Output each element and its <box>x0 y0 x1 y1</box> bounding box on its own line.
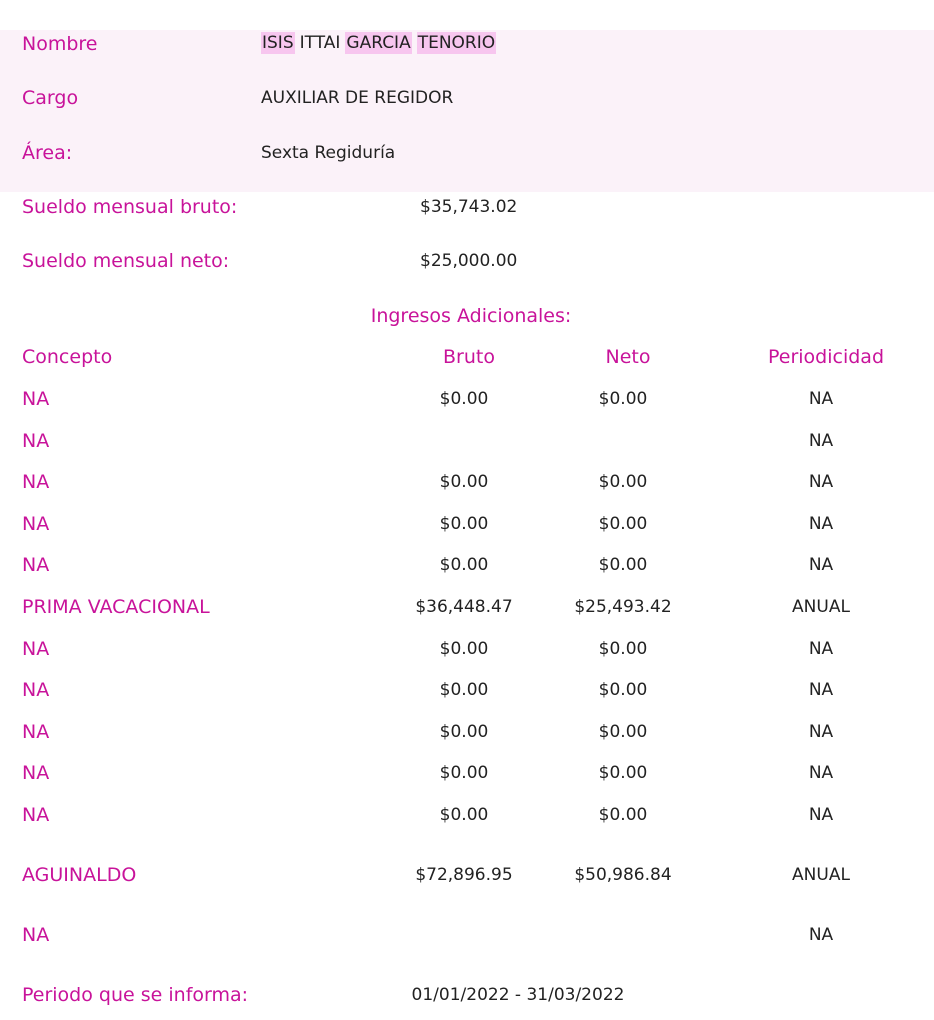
row-neto: $25,493.42 <box>574 597 672 617</box>
row-neto: $0.00 <box>598 389 648 409</box>
sueldo-neto-value: $25,000.00 <box>420 251 518 271</box>
row-neto: $0.00 <box>598 514 648 534</box>
row-neto: $0.00 <box>598 639 648 659</box>
row-concepto: NA <box>22 924 50 946</box>
row-periodicidad: NA <box>808 555 834 575</box>
area-label: Área: <box>22 142 73 164</box>
row-bruto: $0.00 <box>439 763 489 783</box>
row-neto: $0.00 <box>598 805 648 825</box>
row-bruto: $0.00 <box>439 514 489 534</box>
row-periodicidad: NA <box>808 639 834 659</box>
row-bruto: $0.00 <box>439 805 489 825</box>
name-part-3: GARCIA <box>346 33 411 53</box>
row-periodicidad: NA <box>808 925 834 945</box>
ingresos-title: Ingresos Adicionales: <box>370 305 572 327</box>
row-neto: $0.00 <box>598 722 648 742</box>
row-neto: $0.00 <box>598 763 648 783</box>
row-periodicidad: NA <box>808 514 834 534</box>
row-concepto: NA <box>22 721 50 743</box>
row-periodicidad: NA <box>808 722 834 742</box>
row-concepto: AGUINALDO <box>22 864 137 886</box>
row-bruto: $0.00 <box>439 639 489 659</box>
name-part-1: ISIS <box>262 33 294 53</box>
periodo-value: 01/01/2022 - 31/03/2022 <box>411 985 625 1005</box>
row-bruto: $36,448.47 <box>415 597 513 617</box>
row-periodicidad: NA <box>808 431 834 451</box>
sueldo-neto-label: Sueldo mensual neto: <box>22 250 230 272</box>
cargo-value: AUXILIAR DE REGIDOR <box>261 88 454 108</box>
col-bruto-header: Bruto <box>443 346 495 368</box>
row-concepto: NA <box>22 554 50 576</box>
periodo-label: Periodo que se informa: <box>22 984 249 1006</box>
nombre-label: Nombre <box>22 33 98 55</box>
name-part-2: ITTAI <box>299 33 341 53</box>
row-periodicidad: ANUAL <box>792 865 850 885</box>
row-neto: $0.00 <box>598 555 648 575</box>
row-concepto: NA <box>22 638 50 660</box>
employee-header <box>0 30 934 192</box>
row-bruto: $0.00 <box>439 680 489 700</box>
row-bruto: $0.00 <box>439 555 489 575</box>
col-periodicidad-header: Periodicidad <box>767 346 885 368</box>
row-neto: $50,986.84 <box>574 865 672 885</box>
name-part-4: TENORIO <box>417 33 496 53</box>
row-bruto: $0.00 <box>439 722 489 742</box>
row-concepto: NA <box>22 513 50 535</box>
row-periodicidad: NA <box>808 680 834 700</box>
cargo-label: Cargo <box>22 87 79 109</box>
row-periodicidad: NA <box>808 805 834 825</box>
row-neto: $0.00 <box>598 680 648 700</box>
row-concepto: NA <box>22 679 50 701</box>
row-periodicidad: NA <box>808 389 834 409</box>
row-concepto: NA <box>22 471 50 493</box>
sueldo-bruto-label: Sueldo mensual bruto: <box>22 196 238 218</box>
row-concepto: NA <box>22 804 50 826</box>
row-concepto: NA <box>22 388 50 410</box>
row-concepto: NA <box>22 430 50 452</box>
row-neto: $0.00 <box>598 472 648 492</box>
row-periodicidad: NA <box>808 763 834 783</box>
area-value: Sexta Regiduría <box>261 143 396 163</box>
row-bruto: $0.00 <box>439 472 489 492</box>
employee-name <box>261 33 501 53</box>
row-concepto: NA <box>22 762 50 784</box>
row-periodicidad: ANUAL <box>792 597 850 617</box>
row-periodicidad: NA <box>808 472 834 492</box>
row-bruto: $0.00 <box>439 389 489 409</box>
col-neto-header: Neto <box>605 346 651 368</box>
row-bruto: $72,896.95 <box>415 865 513 885</box>
sueldo-bruto-value: $35,743.02 <box>420 197 518 217</box>
row-concepto: PRIMA VACACIONAL <box>22 596 210 618</box>
col-concepto-header: Concepto <box>22 346 113 368</box>
